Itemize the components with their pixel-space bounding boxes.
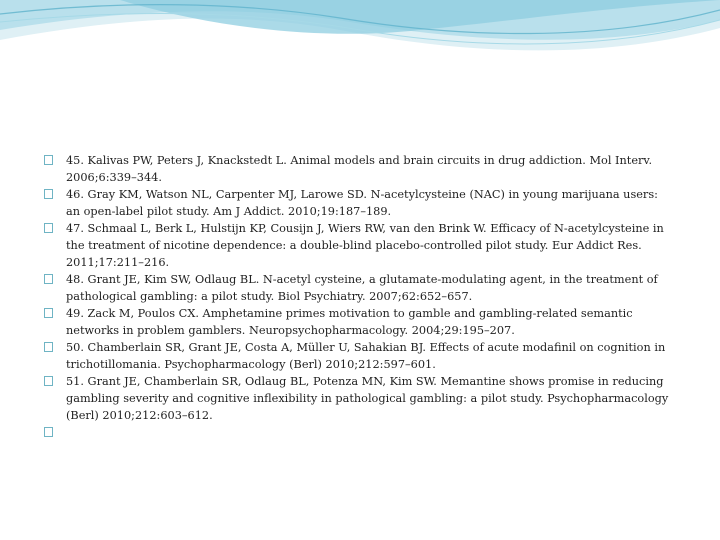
bullet-icon <box>44 223 53 233</box>
reference-text: 45. Kalivas PW, Peters J, Knackstedt L. Animal models and brain circuits in drug addiction. Mol Interv. 2006;6:339–344. <box>66 154 653 184</box>
reference-text: 50. Chamberlain SR, Grant JE, Costa A, Müller U, Sahakian BJ. Effects of acute modafinil on cognition in trichotillomania. Psychopharmacology (Berl) 2010;212:597–601. <box>66 341 666 371</box>
bullet-icon <box>44 308 53 318</box>
reference-item <box>40 271 670 305</box>
reference-item <box>40 186 670 220</box>
header-wave-decoration <box>0 0 720 120</box>
reference-item <box>40 339 670 373</box>
bullet-icon <box>44 427 53 437</box>
bullet-icon <box>44 376 53 386</box>
reference-text: 49. Zack M, Poulos CX. Amphetamine primes motivation to gamble and gambling-related semantic networks in problem gamblers. Neuropsychopharmacology. 2004;29:195–207. <box>66 307 633 337</box>
reference-item-empty <box>40 424 670 441</box>
reference-text: 46. Gray KM, Watson NL, Carpenter MJ, Larowe SD. N-acetylcysteine (NAC) in young marijuana users: an open-label pilot study. Am J Addict. 2010;19:187–189. <box>66 188 658 218</box>
bullet-icon <box>44 155 53 165</box>
reference-text: 47. Schmaal L, Berk L, Hulstijn KP, Cousijn J, Wiers RW, van den Brink W. Efficacy of N-acetylcysteine in the treatment of nicotine dependence: a double-blind placebo-controlled pilot study. Eur Addict Res. 2011;17:211–216. <box>66 222 664 269</box>
reference-text <box>66 426 70 439</box>
reference-text: 51. Grant JE, Chamberlain SR, Odlaug BL, Potenza MN, Kim SW. Memantine shows promise in reducing gambling severity and cognitive inflexibility in pathological gambling: a pilot study. Psychopharmacology (Berl) 2010;212:603–612. <box>66 375 669 422</box>
bullet-icon <box>44 274 53 284</box>
reference-text: 48. Grant JE, Kim SW, Odlaug BL. N-acetyl cysteine, a glutamate-modulating agent, in the treatment of pathological gambling: a pilot study. Biol Psychiatry. 2007;62:652–657. <box>66 273 658 303</box>
reference-list <box>40 152 670 441</box>
reference-item <box>40 220 670 271</box>
reference-item <box>40 152 670 186</box>
reference-item <box>40 305 670 339</box>
bullet-icon <box>44 189 53 199</box>
bullet-icon <box>44 342 53 352</box>
reference-item <box>40 373 670 424</box>
